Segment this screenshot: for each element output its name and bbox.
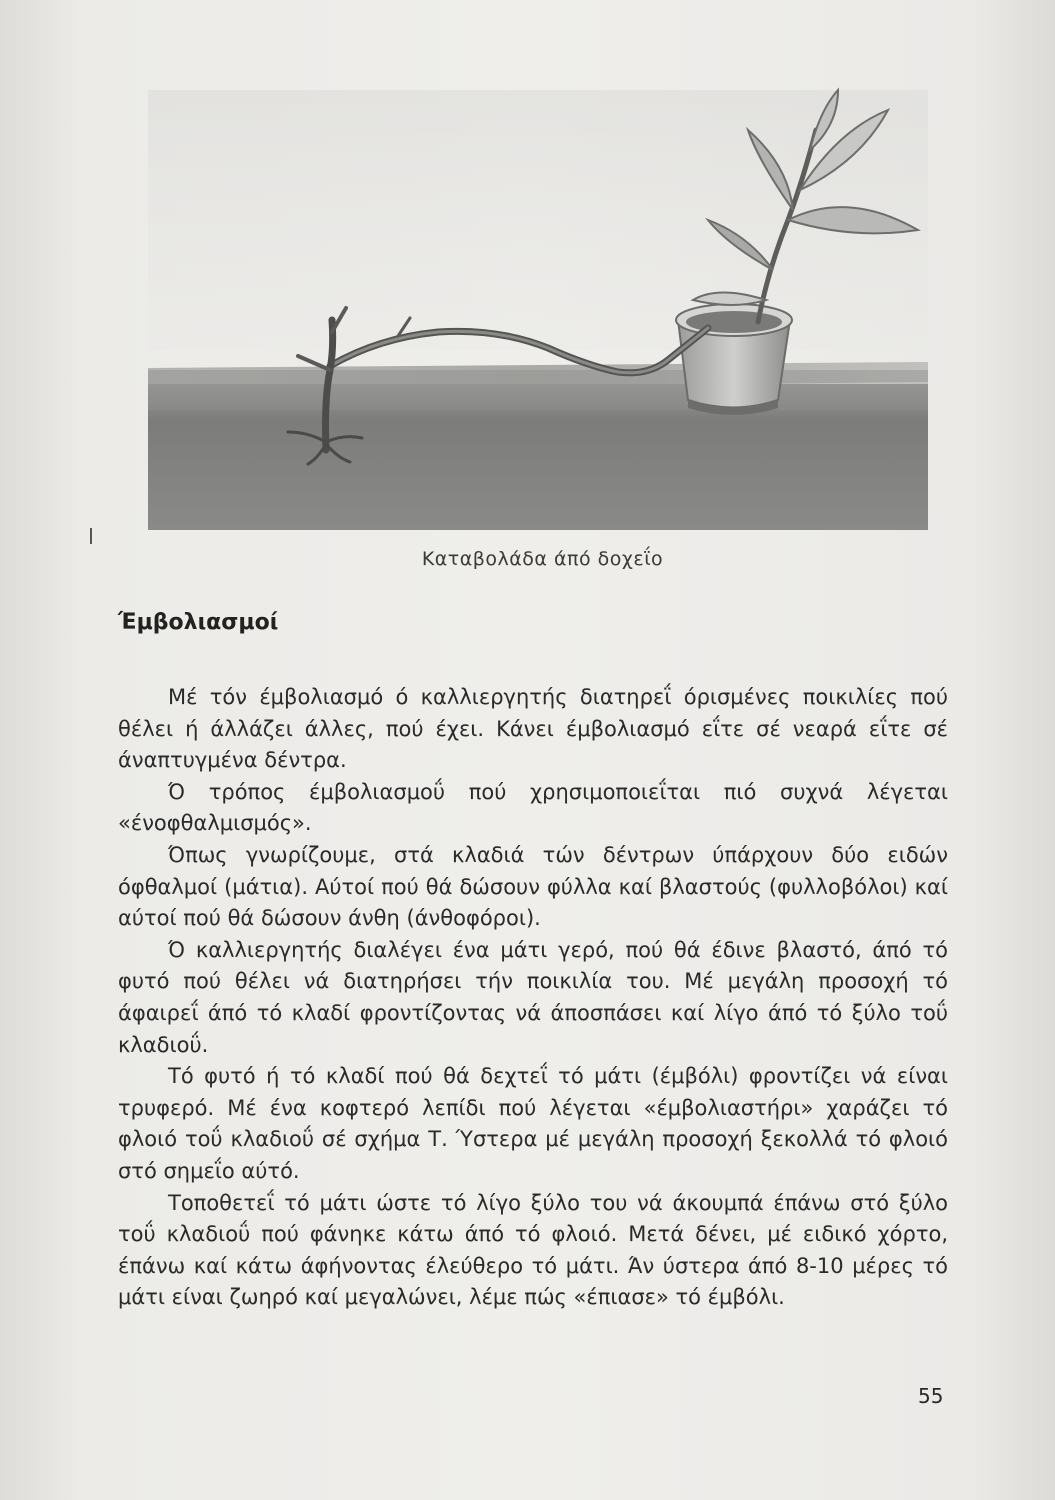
section-heading: Έμβολιασμοί [118,610,279,635]
body-text [118,682,948,1314]
figure-caption: Καταβολάδα άπό δοχεΐο [421,548,664,570]
paragraph: Ό τρόπος έμβολιασμοΰ πού χρησιμοποιεΐται πιό συχνά λέγεται «ένοφθαλμισμός». [118,779,948,836]
paragraph: Μέ τόν έμβολιασμό ό καλλιεργητής διατηρεΐ όρισμένες ποικιλίες πού θέλει ή άλλάζει άλλες, πού έχει. Κάνει έμβολιασμό εΐτε σέ νεαρά εΐτε σέ άναπτυγμένα δέντρα. [118,685,948,773]
figure-layering-illustration [148,70,928,530]
paragraph: Όπως γνωρίζουμε, στά κλαδιά τών δέντρων ύπάρχουν δύο ειδών όφθαλμοί (μάτια). Αύτοί πού θά δώσουν φύλλα καί βλαστούς (φυλλοβόλοι) καί αύτοί πού θά δώσουν άνθη (άνθοφόροι). [118,842,948,931]
paragraph: Τό φυτό ή τό κλαδί πού θά δεχτεΐ τό μάτι (έμβόλι) φροντίζει νά είναι τρυφερό. Μέ ένα κοφτερό λεπίδι πού λέγεται «έμβολιαστήρι» χαράζει τό φλοιό τοΰ κλαδιοΰ σέ σχήμα Τ. Ύστερα μέ μεγάλη προσοχή ξεκολλά τό φλοιό στό σημεΐο αύτό. [118,1064,948,1183]
paragraph: Ό καλλιεργητής διαλέγει ένα μάτι γερό, πού θά έδινε βλαστό, άπό τό φυτό πού θέλει νά διατηρήσει τήν ποικιλία του. Μέ μεγάλη προσοχή τό άφαιρεΐ άπό τό κλαδί φροντίζοντας νά άποσπάσει καί λίγο άπό τό ξύλο τοΰ κλαδιοΰ. [118,937,948,1057]
margin-mark [90,528,92,544]
page-number: 55 [918,1384,944,1408]
paragraph: Τοποθετεΐ τό μάτι ώστε τό λίγο ξύλο του νά άκουμπά έπάνω στό ξύλο τοΰ κλαδιοΰ πού φάνηκε κάτω άπό τό φλοιό. Μετά δένει, μέ ειδικό χόρτο, έπάνω καί κάτω άφήνοντας έλεύθερο τό μάτι. Άν ύστερα άπό 8-10 μέρες τό μάτι είναι ζωηρό καί μεγαλώνει, λέμε πώς «έπιασε» τό έμβόλι. [118,1190,948,1310]
